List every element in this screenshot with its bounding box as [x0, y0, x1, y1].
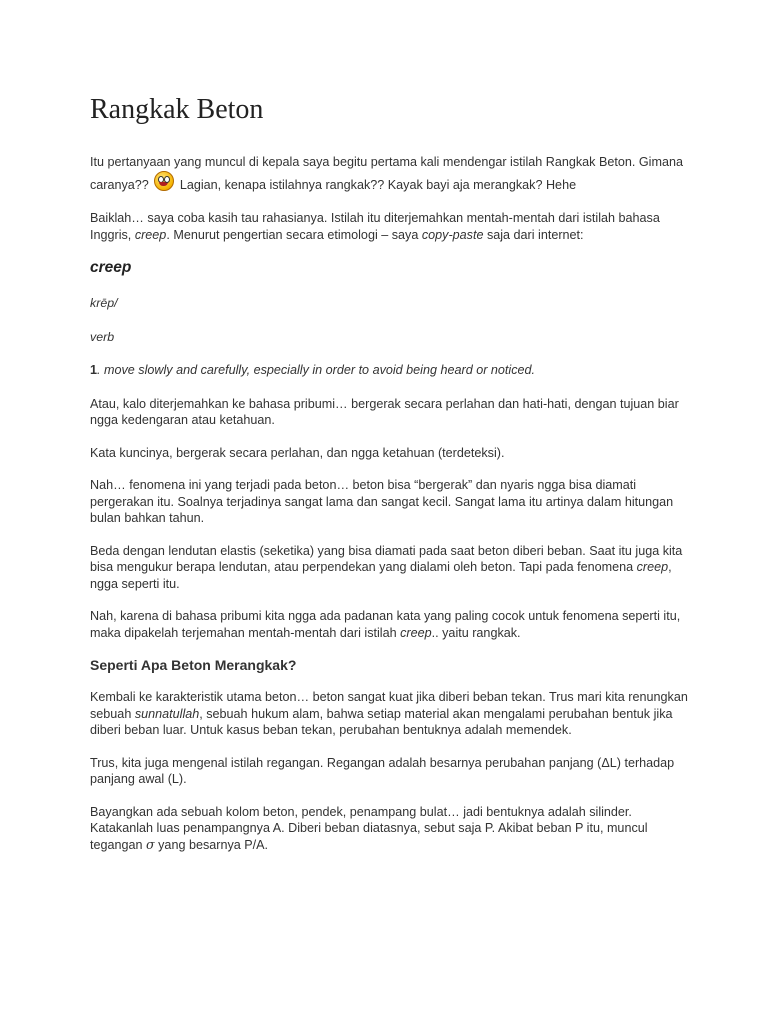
pronunciation: krēp/ [90, 296, 118, 310]
definition-number: 1 [90, 363, 98, 377]
paragraph-baiklah [90, 210, 690, 243]
paragraph-nah-fenomena: Nah… fenomena ini yang terjadi pada beton… beton bisa “bergerak” dan nyaris ngga bisa diamati pergerakan itu. Soalnya terjadinya sangat lama dan sangat kecil. Sangat lama itu artinya dalam hitungan bulan bahkan tahun. [90, 478, 674, 525]
text-run: .. yaitu rangkak. [431, 625, 521, 640]
word-class: verb [90, 329, 115, 344]
paragraph-trus: Trus, kita juga mengenal istilah regangan. Regangan adalah besarnya perubahan panjang (ΔL) terhadap panjang awal (L). [90, 755, 675, 786]
page-title: Rangkak Beton [90, 94, 264, 125]
emphasis-sunnatullah: sunnatullah [134, 706, 200, 721]
paragraph-atau: Atau, kalo diterjemahkan ke bahasa pribumi… bergerak secara perlahan dan hati-hati, dengan tujuan biar ngga kedengaran atau ketahuan. [90, 396, 679, 427]
emphasis-copy-paste: copy-paste [421, 227, 484, 242]
text-run: , sebuah hukum alam, bahwa setiap material akan mengalami perubahan bentuk jika diberi beban luar. Untuk kasus beban tekan, perubahan bentuknya adalah memendek. [90, 706, 673, 737]
paragraph-kembali [90, 689, 690, 739]
article [90, 92, 690, 869]
section-heading: Seperti Apa Beton Merangkak? [90, 657, 297, 673]
text-run: Kembali ke karakteristik utama beton… beton sangat kuat jika diberi beban tekan. Trus mari kita renungkan sebuah [90, 690, 688, 721]
paragraph-bayangkan [90, 804, 690, 854]
intro-paragraph [90, 154, 690, 193]
sigma-symbol: σ [146, 836, 155, 852]
emphasis-creep: creep [134, 227, 167, 242]
dictionary-headword: creep [90, 259, 132, 276]
paragraph-nah-padanan [90, 608, 690, 641]
text-run: . Menurut pengertian secara etimologi – saya [166, 227, 422, 242]
intro-text-1: Itu pertanyaan yang muncul di kepala saya begitu pertama kali mendengar istilah Rangkak Beton. Gimana caranya?? [90, 155, 683, 192]
text-run: Beda dengan lendutan elastis (seketika) yang bisa diamati pada saat beton diberi beban. Saat itu juga kita bisa mengukur berapa lendutan, atau perpendekan yang dialami oleh beton. Tapi pada fenomena [90, 543, 683, 574]
text-run: yang besarnya P/A. [154, 837, 269, 852]
intro-text-2: Lagian, kenapa istilahnya rangkak?? Kayak bayi aja merangkak? Hehe [179, 177, 577, 192]
emphasis-creep: creep [400, 625, 432, 640]
text-run: saja dari internet: [483, 227, 584, 242]
text-run: Bayangkan ada sebuah kolom beton, pendek, penampang bulat… jadi bentuknya adalah silinder. Katakanlah luas penampangnya A. Diberi beban diatasnya, sebut saja P. Akibat beban P itu, muncul tegangan [90, 804, 648, 852]
text-run: Baiklah… saya coba kasih tau rahasianya. Istilah itu diterjemahkan mentah-mentah dari istilah bahasa Inggris, [90, 211, 660, 242]
text-run: , ngga seperti itu. [90, 560, 672, 591]
definition [90, 362, 690, 379]
paragraph-kata-kunci: Kata kuncinya, bergerak secara perlahan, dan ngga ketahuan (terdeteksi). [90, 445, 505, 460]
laughing-smiley-icon [154, 171, 174, 191]
definition-text: . move slowly and carefully, especially in order to avoid being heard or noticed. [97, 363, 535, 377]
text-run: Nah, karena di bahasa pribumi kita ngga ada padanan kata yang paling cocok untuk fenomena seperti itu, maka dipakelah terjemahan mentah-mentah dari istilah [90, 609, 681, 640]
paragraph-beda [90, 543, 690, 593]
emphasis-creep: creep [636, 560, 669, 574]
